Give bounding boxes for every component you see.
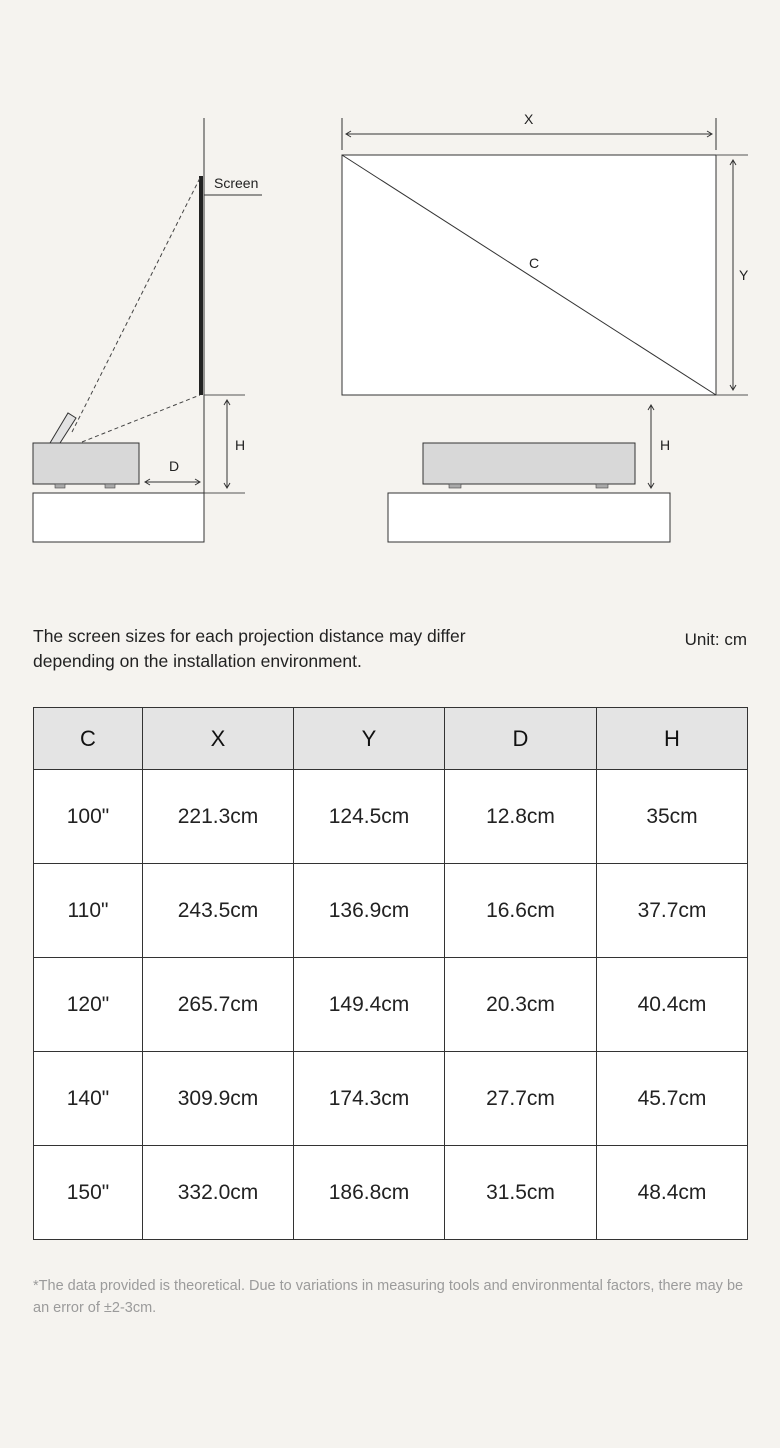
cell-d: 12.8cm xyxy=(445,770,597,864)
side-d-label: D xyxy=(169,458,180,474)
front-h-label: H xyxy=(660,437,671,453)
screen-size-table xyxy=(33,707,748,1240)
cell-d: 27.7cm xyxy=(445,1052,597,1146)
x-label: X xyxy=(524,111,534,127)
cell-d: 20.3cm xyxy=(445,958,597,1052)
front-view-diagram xyxy=(342,111,749,542)
cell-y: 186.8cm xyxy=(294,1146,445,1240)
cell-c: 100" xyxy=(34,770,143,864)
c-label: C xyxy=(529,255,540,271)
front-projector xyxy=(423,443,635,484)
cell-h: 35cm xyxy=(597,770,748,864)
cell-h: 37.7cm xyxy=(597,864,748,958)
header-x: X xyxy=(143,708,294,770)
cell-d: 16.6cm xyxy=(445,864,597,958)
cell-c: 150" xyxy=(34,1146,143,1240)
cell-c: 110" xyxy=(34,864,143,958)
cell-x: 243.5cm xyxy=(143,864,294,958)
cell-y: 149.4cm xyxy=(294,958,445,1052)
cell-h: 48.4cm xyxy=(597,1146,748,1240)
cell-y: 174.3cm xyxy=(294,1052,445,1146)
screen-label: Screen xyxy=(214,175,259,191)
cell-x: 265.7cm xyxy=(143,958,294,1052)
cell-h: 45.7cm xyxy=(597,1052,748,1146)
cell-h: 40.4cm xyxy=(597,958,748,1052)
header-c: C xyxy=(34,708,143,770)
table-row xyxy=(34,864,748,958)
table-header-row xyxy=(34,708,748,770)
table-row xyxy=(34,1052,748,1146)
cell-x: 309.9cm xyxy=(143,1052,294,1146)
installation-diagram xyxy=(0,0,780,570)
cell-x: 221.3cm xyxy=(143,770,294,864)
intro-text: The screen sizes for each projection distance may differ depending on the installation environment. xyxy=(33,626,466,671)
cell-c: 140" xyxy=(34,1052,143,1146)
side-projector xyxy=(33,443,139,484)
table-row xyxy=(34,958,748,1052)
side-view-diagram xyxy=(33,118,262,542)
cell-y: 136.9cm xyxy=(294,864,445,958)
table-row xyxy=(34,1146,748,1240)
cell-x: 332.0cm xyxy=(143,1146,294,1240)
cell-y: 124.5cm xyxy=(294,770,445,864)
cell-d: 31.5cm xyxy=(445,1146,597,1240)
header-h: H xyxy=(597,708,748,770)
side-h-label: H xyxy=(235,437,246,453)
table-row xyxy=(34,770,748,864)
unit-label: Unit: cm xyxy=(684,630,747,649)
header-y: Y xyxy=(294,708,445,770)
y-label: Y xyxy=(739,267,749,283)
header-d: D xyxy=(445,708,597,770)
cell-c: 120" xyxy=(34,958,143,1052)
footnote: *The data provided is theoretical. Due to variations in measuring tools and environmental factors, there may be an error of ±2-3cm. xyxy=(33,1278,744,1316)
